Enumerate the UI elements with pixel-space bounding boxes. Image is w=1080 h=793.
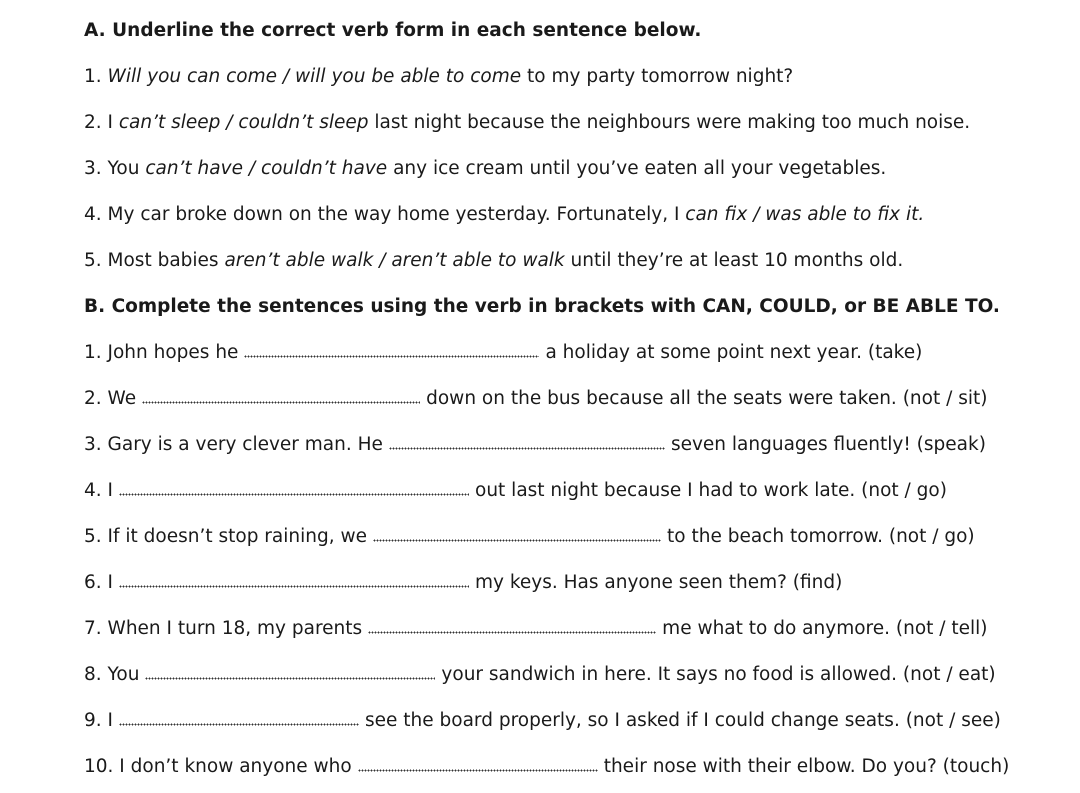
section-a-item-3 (84, 157, 886, 181)
answer-blank[interactable] (119, 722, 359, 726)
item-suffix: your sandwich in here. It says no food is allowed. (not / eat) (441, 664, 996, 685)
section-b-item-9 (84, 709, 1001, 733)
item-prefix: 3. You (84, 158, 146, 179)
item-suffix: me what to do anymore. (not / tell) (662, 618, 988, 639)
item-prefix: 5. Most babies (84, 250, 225, 271)
verb-choice: Will you can come / will you be able to come (107, 66, 522, 87)
answer-blank[interactable] (119, 492, 469, 496)
item-prefix: 8. You (84, 664, 140, 685)
item-prefix: 6. I (84, 572, 113, 593)
item-prefix: 4. I (84, 480, 113, 501)
item-prefix: 4. My car broke down on the way home yesterday. Fortunately, I (84, 204, 686, 225)
section-b-item-8 (84, 663, 996, 687)
section-a-item-1 (84, 65, 793, 89)
answer-blank[interactable] (358, 768, 598, 772)
section-b-item-3 (84, 433, 986, 457)
item-prefix: 1. (84, 66, 108, 87)
item-prefix: 5. If it doesn’t stop raining, we (84, 526, 368, 547)
answer-blank[interactable] (389, 446, 665, 450)
verb-choice: aren’t able walk / aren’t able to walk (224, 250, 565, 271)
item-prefix: 1. John hopes he (84, 342, 239, 363)
item-suffix: seven languages fluently! (speak) (670, 434, 986, 455)
answer-blank[interactable] (244, 354, 539, 358)
item-prefix: 2. We (84, 388, 137, 409)
item-suffix: down on the bus because all the seats were taken. (not / sit) (426, 388, 988, 409)
section-b-item-1 (84, 341, 922, 365)
item-suffix: to the beach tomorrow. (not / go) (667, 526, 975, 547)
verb-choice: can’t sleep / couldn’t sleep (118, 112, 369, 133)
item-prefix: 10. I don’t know anyone who (84, 756, 352, 777)
section-b-item-5 (84, 525, 975, 549)
verb-choice: can fix / was able to fix it. (685, 204, 925, 225)
item-suffix: my keys. Has anyone seen them? (find) (475, 572, 843, 593)
section-a-item-5 (84, 249, 903, 273)
item-prefix: 3. Gary is a very clever man. He (84, 434, 383, 455)
section-a-item-4 (84, 203, 924, 227)
item-suffix: out last night because I had to work late. (not / go) (475, 480, 947, 501)
section-b-item-10 (84, 755, 1009, 779)
verb-choice: can’t have / couldn’t have (145, 158, 388, 179)
item-prefix: 7. When I turn 18, my parents (84, 618, 363, 639)
item-prefix: 9. I (84, 710, 113, 731)
item-suffix: a holiday at some point next year. (take) (545, 342, 923, 363)
section-b-item-4 (84, 479, 947, 503)
answer-blank[interactable] (142, 400, 420, 404)
item-prefix: 2. I (84, 112, 119, 133)
section-a-heading: A. Underline the correct verb form in each sentence below. (84, 20, 702, 41)
item-suffix: any ice cream until you’ve eaten all your vegetables. (387, 158, 887, 179)
answer-blank[interactable] (368, 630, 656, 634)
item-suffix: to my party tomorrow night? (521, 66, 794, 87)
section-b-item-6 (84, 571, 842, 595)
item-suffix: until they’re at least 10 months old. (564, 250, 904, 271)
item-suffix: see the board properly, so I asked if I could change seats. (not / see) (365, 710, 1001, 731)
section-b-heading: B. Complete the sentences using the verb in brackets with CAN, COULD, or BE ABLE TO. (84, 296, 1000, 317)
answer-blank[interactable] (373, 538, 661, 542)
answer-blank[interactable] (145, 676, 435, 680)
section-a-item-2 (84, 111, 970, 135)
section-b-item-2 (84, 387, 987, 411)
answer-blank[interactable] (119, 584, 469, 588)
section-b-item-7 (84, 617, 988, 641)
item-suffix: last night because the neighbours were making too much noise. (368, 112, 971, 133)
item-suffix: their nose with their elbow. Do you? (touch) (603, 756, 1010, 777)
